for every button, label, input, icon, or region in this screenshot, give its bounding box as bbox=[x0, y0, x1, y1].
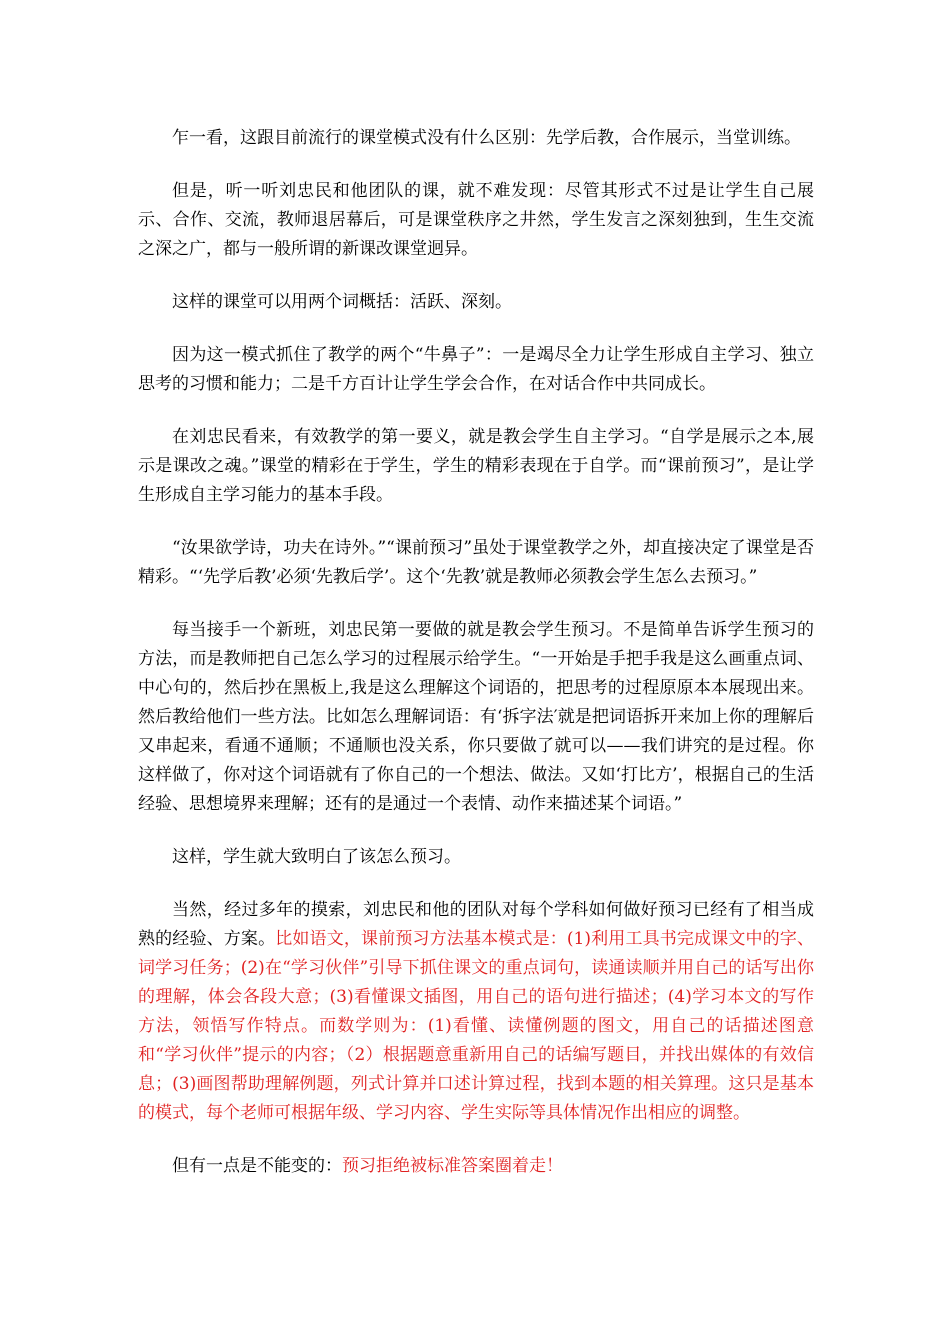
paragraph-7 bbox=[138, 616, 814, 819]
article-body bbox=[138, 124, 814, 1181]
paragraph-text: “汝果欲学诗，功夫在诗外。”“课前预习”虽处于课堂教学之外，却直接决定了课堂是否精彩。“‘先学后教’必须‘先教后学’。这个‘先教’就是教师必须教会学生怎么去预习。” bbox=[138, 538, 814, 587]
paragraph-text: 但是，听一听刘忠民和他团队的课，就不难发现：尽管其形式不过是让学生自己展示、合作、交流，教师退居幕后，可是课堂秩序之井然，学生发言之深刻独到，生生交流之深之广，都与一般所谓的新课改课堂迥异。 bbox=[138, 181, 814, 259]
paragraph-5 bbox=[138, 423, 814, 510]
highlighted-text: 比如语文，课前预习方法基本模式是：(1)利用工具书完成课文中的字、词学习任务；(2)在“学习伙伴”引导下抓住课文的重点词句，读通读顺并用自己的话写出你的理解，体会各段大意；(3)看懂课文插图，用自己的语句进行描述；(4)学习本文的写作方法，领悟写作特点。而数学则为：(1)看懂、读懂例题的图文，用自己的话描述图意和“学习伙伴”提示的内容；（2）根据题意重新用自己的话编写题目，并找出媒体的有效信息；(3)画图帮助理解例题，列式计算并口述计算过程，找到本题的相关算理。这只是基本的模式，每个老师可根据年级、学习内容、学生实际等具体情况作出相应的调整。 bbox=[138, 929, 814, 1123]
highlighted-text: 预习拒绝被标准答案圈着走！ bbox=[342, 1156, 563, 1176]
paragraph-text: 在刘忠民看来，有效教学的第一要义，就是教会学生自主学习。“自学是展示之本,展示是课改之魂。”课堂的精彩在于学生，学生的精彩表现在于自学。而“课前预习”，是让学生形成自主学习能力的基本手段。 bbox=[138, 427, 814, 505]
paragraph-9 bbox=[138, 896, 814, 1128]
paragraph-text: 当然，经过多年的摸索，刘忠民和他的团队对每个学科如何做好预习已经有了相当成熟的经验、方案。 bbox=[138, 900, 814, 949]
paragraph-text: 这样，学生就大致明白了该怎么预习。 bbox=[172, 847, 461, 867]
paragraph-6 bbox=[138, 534, 814, 592]
paragraph-text: 每当接手一个新班，刘忠民第一要做的就是教会学生预习。不是简单告诉学生预习的方法，而是教师把自己怎么学习的过程展示给学生。“一开始是手把手我是这么画重点词、中心句的，然后抄在黑板上,我是这么理解这个词语的，把思考的过程原原本本展现出来。然后教给他们一些方法。比如怎么理解词语：有‘拆字法′就是把词语拆开来加上你的理解后又串起来，看通不通顺；不通顺也没关系，你只要做了就可以——我们讲究的是过程。你这样做了，你对这个词语就有了你自己的一个想法、做法。又如‘打比方’，根据自己的生活经验、思想境界来理解；还有的是通过一个表情、动作来描述某个词语。” bbox=[138, 620, 814, 814]
paragraph-3 bbox=[138, 288, 814, 317]
paragraph-text: 但有一点是不能变的： bbox=[172, 1156, 342, 1176]
paragraph-1 bbox=[138, 124, 814, 153]
paragraph-8 bbox=[138, 843, 814, 872]
paragraph-4 bbox=[138, 341, 814, 399]
paragraph-10 bbox=[138, 1152, 814, 1181]
paragraph-2 bbox=[138, 177, 814, 264]
paragraph-text: 乍一看，这跟目前流行的课堂模式没有什么区别：先学后教，合作展示，当堂训练。 bbox=[172, 128, 801, 148]
paragraph-text: 这样的课堂可以用两个词概括：活跃、深刻。 bbox=[172, 292, 512, 312]
paragraph-text: 因为这一模式抓住了教学的两个“牛鼻子”：一是竭尽全力让学生形成自主学习、独立思考的习惯和能力；二是千方百计让学生学会合作，在对话合作中共同成长。 bbox=[138, 345, 814, 394]
